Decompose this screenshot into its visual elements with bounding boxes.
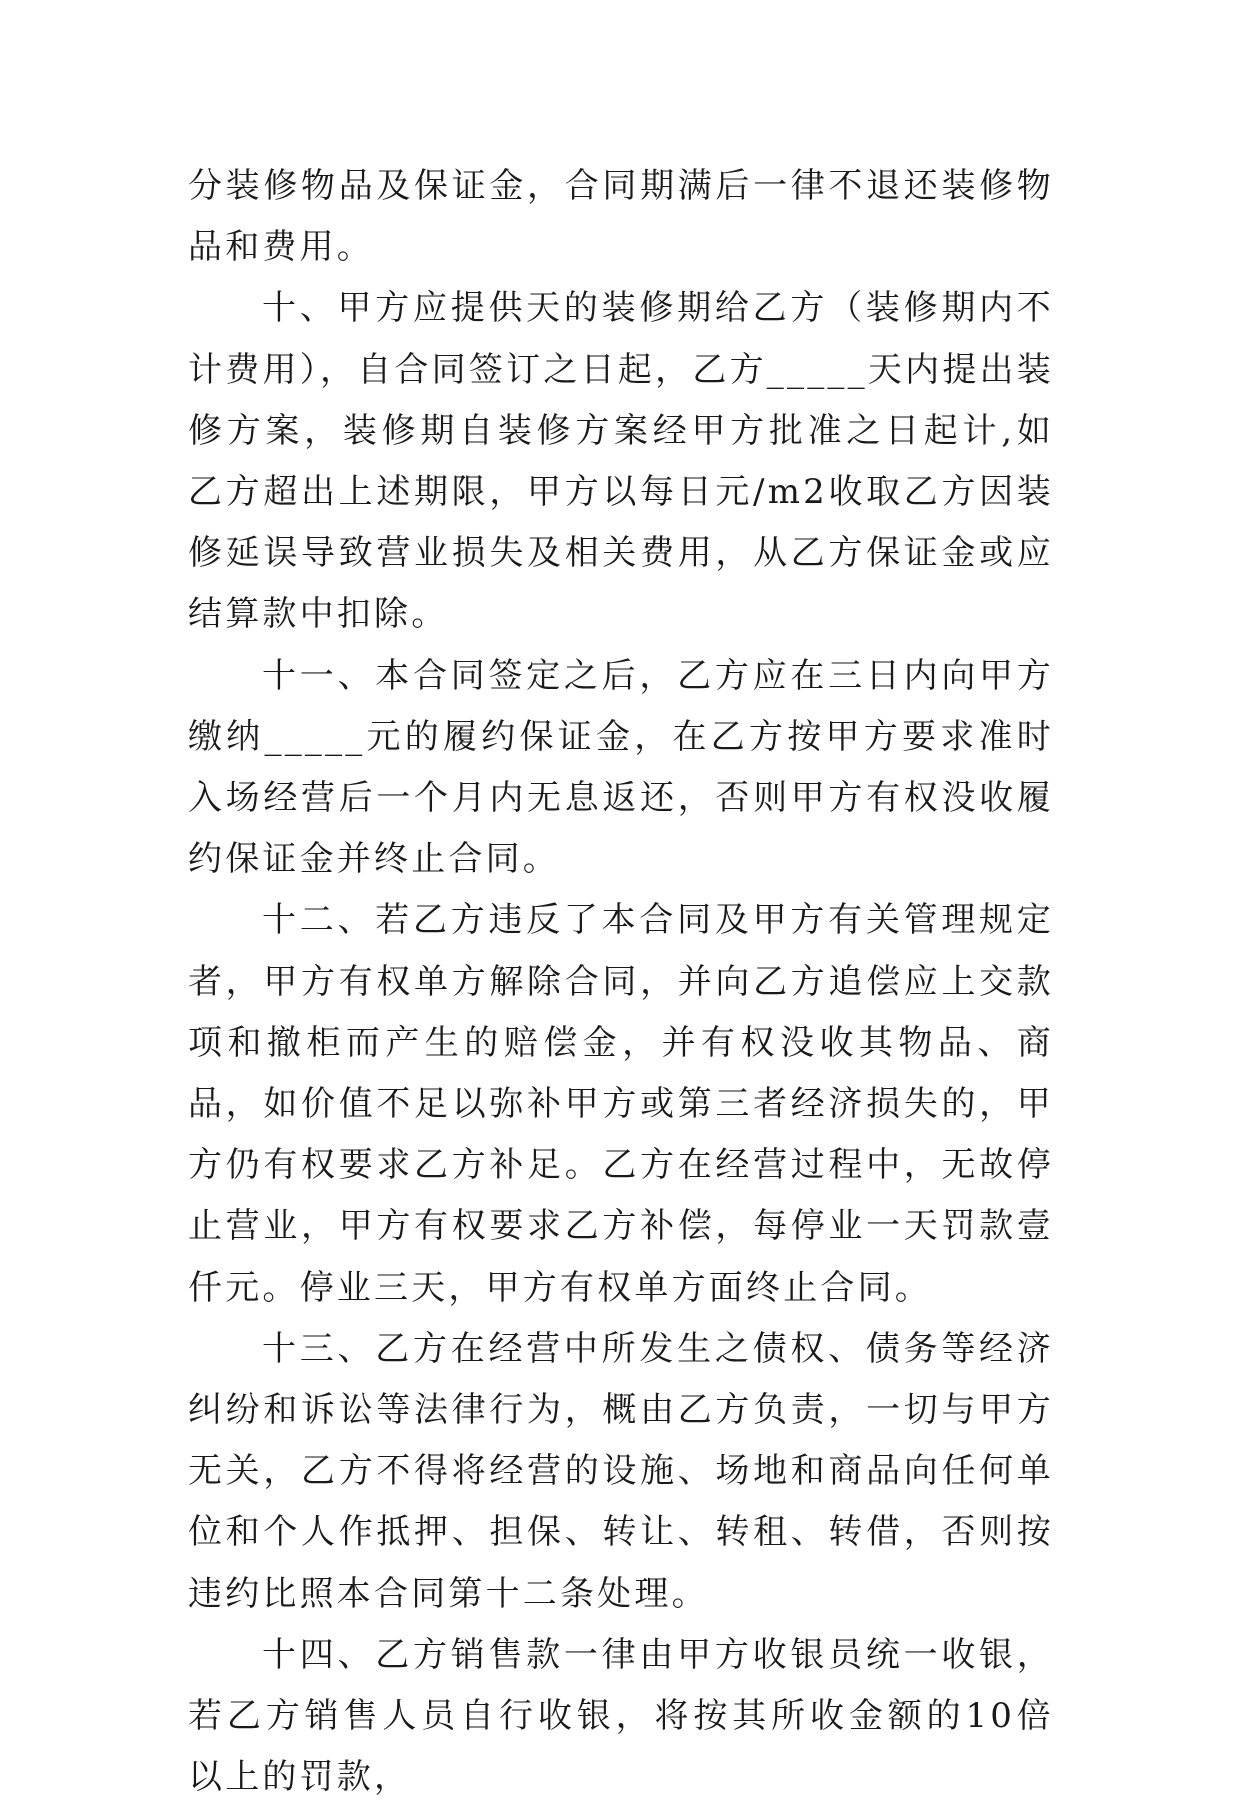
paragraph-clause-10 [188, 278, 1054, 645]
paragraph-clause-12 [188, 890, 1054, 1318]
paragraph-text: 十、甲方应提供天的装修期给乙方（装修期内不计费用），自合同签订之日起，乙方_____天内提出装修方案，装修期自装修方案经甲方批准之日起计,如乙方超出上述期限，甲方以每日元/m2收取乙方因装修延误导致营业损失及相关费用，从乙方保证金或应结算款中扣除。 [188, 288, 1054, 635]
paragraph-clause-13 [188, 1319, 1054, 1625]
paragraph-text: 十四、乙方销售款一律由甲方收银员统一收银，若乙方销售人员自行收银，将按其所收金额的10倍以上的罚款， [188, 1634, 1054, 1798]
paragraph-text: 分装修物品及保证金，合同期满后一律不退还装修物品和费用。 [188, 166, 1054, 268]
contract-body-text [188, 156, 1054, 1808]
paragraph-clause-11 [188, 646, 1054, 891]
paragraph-continuation [188, 156, 1054, 278]
paragraph-clause-14 [188, 1625, 1054, 1808]
paragraph-text: 十一、本合同签定之后，乙方应在三日内向甲方缴纳_____元的履约保证金，在乙方按甲方要求准时入场经营后一个月内无息返还，否则甲方有权没收履约保证金并终止合同。 [188, 655, 1054, 880]
paragraph-text: 十二、若乙方违反了本合同及甲方有关管理规定者，甲方有权单方解除合同，并向乙方追偿应上交款项和撤柜而产生的赔偿金，并有权没收其物品、商品，如价值不足以弥补甲方或第三者经济损失的，甲方仍有权要求乙方补足。乙方在经营过程中，无故停止营业，甲方有权要求乙方补偿，每停业一天罚款壹仟元。停业三天，甲方有权单方面终止合同。 [188, 900, 1054, 1308]
paragraph-text: 十三、乙方在经营中所发生之债权、债务等经济纠纷和诉讼等法律行为，概由乙方负责，一切与甲方无关，乙方不得将经营的设施、场地和商品向任何单位和个人作抵押、担保、转让、转租、转借，否则按违约比照本合同第十二条处理。 [188, 1328, 1054, 1614]
